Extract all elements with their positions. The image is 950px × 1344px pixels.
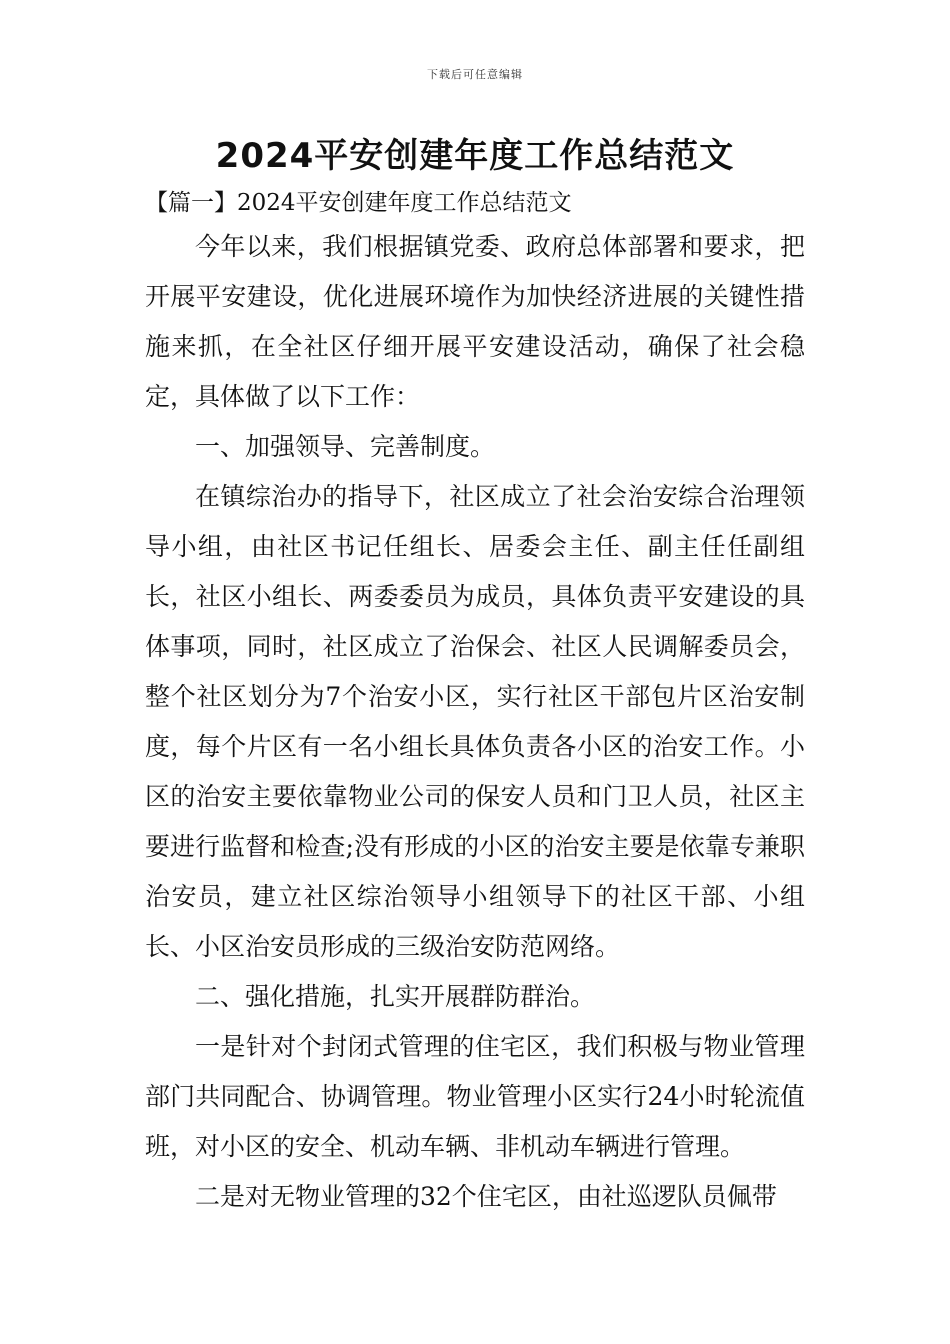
section-heading: 【篇一】2024平安创建年度工作总结范文: [145, 190, 572, 216]
header-note: 下载后可任意编辑: [427, 68, 523, 81]
document-title: 2024平安创建年度工作总结范文: [215, 136, 735, 176]
paragraph: 一、加强领导、完善制度。: [195, 432, 496, 461]
document-body: [145, 222, 805, 1222]
paragraph: 二是对无物业管理的32个住宅区，由社巡逻队员佩带: [195, 1182, 777, 1211]
paragraph: 二、强化措施，扎实开展群防群治。: [195, 982, 596, 1011]
paragraph: 今年以来，我们根据镇党委、政府总体部署和要求，把开展平安建设，优化进展环境作为加快经济进展的关键性措施来抓，在全社区仔细开展平安建设活动，确保了社会稳定，具体做了以下工作：: [145, 232, 805, 411]
paragraph: 在镇综治办的指导下，社区成立了社会治安综合治理领导小组，由社区书记任组长、居委会主任、副主任任副组长，社区小组长、两委委员为成员，具体负责平安建设的具体事项，同时，社区成立了治保会、社区人民调解委员会，整个社区划分为7个治安小区，实行社区干部包片区治安制度，每个片区有一名小组长具体负责各小区的治安工作。小区的治安主要依靠物业公司的保安人员和门卫人员，社区主要进行监督和检查;没有形成的小区的治安主要是依靠专兼职治安员，建立社区综治领导小组领导下的社区干部、小组长、小区治安员形成的三级治安防范网络。: [145, 482, 805, 961]
paragraph: 一是针对个封闭式管理的住宅区，我们积极与物业管理部门共同配合、协调管理。物业管理小区实行24小时轮流值班，对小区的安全、机动车辆、非机动车辆进行管理。: [145, 1032, 805, 1161]
